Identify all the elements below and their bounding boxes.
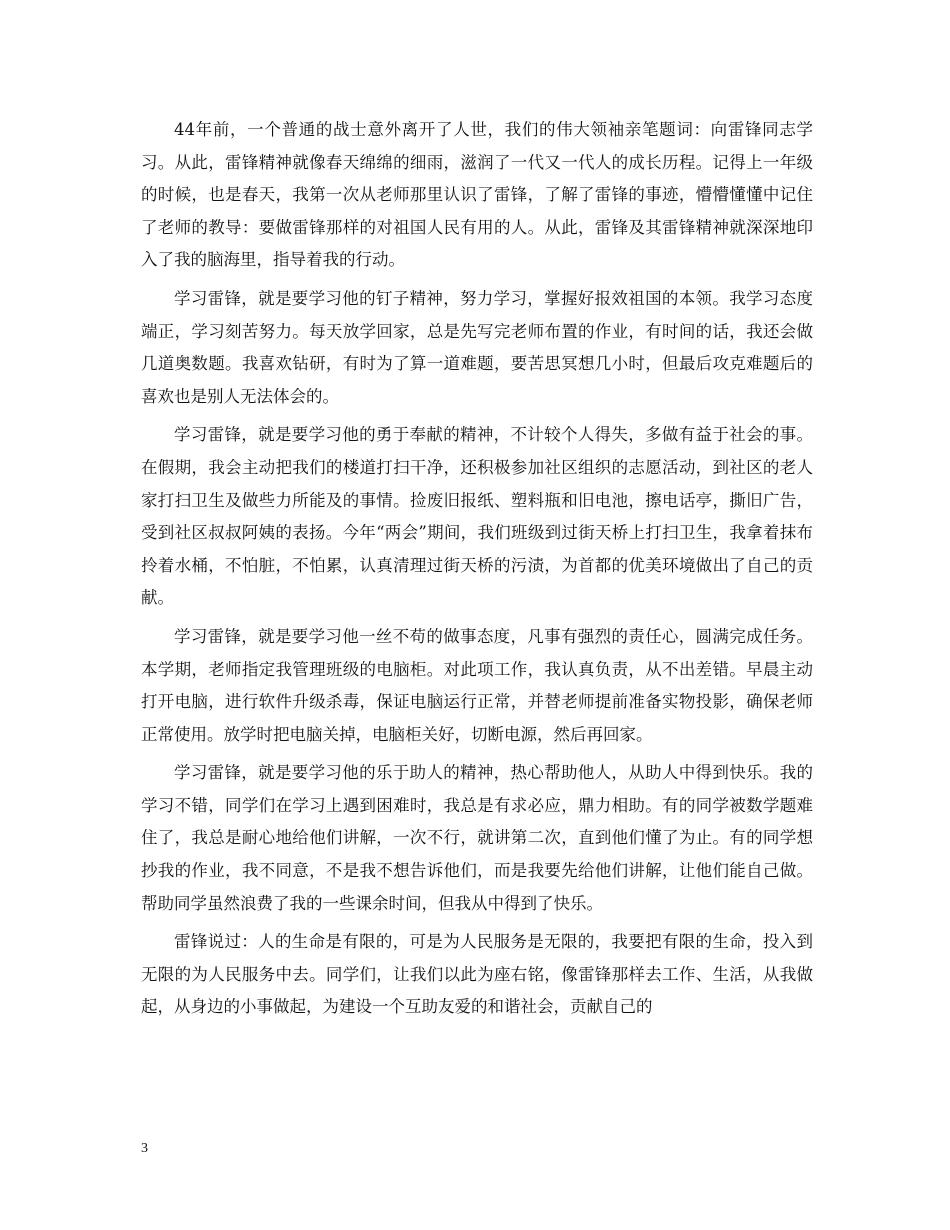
paragraph-1: 44年前，一个普通的战士意外离开了人世，我们的伟大领袖亲笔题词：向雷锋同志学习。从此，雷锋精神就像春天绵绵的细雨，滋润了一代又一代人的成长历程。记得上一年级的时候，也是春天，我第一次从老师那里认识了雷锋，了解了雷锋的事迹，懵懵懂懂中记住了老师的教导：要做雷锋那样的对祖国人民有用的人。从此，雷锋及其雷锋精神就深深地印入了我的脑海里，指导着我的行动。 [141, 120, 813, 270]
paragraph-3: 学习雷锋，就是要学习他的勇于奉献的精神，不计较个人得失，多做有益于社会的事。在假期，我会主动把我们的楼道打扫干净，还积极参加社区组织的志愿活动，到社区的老人家打扫卫生及做些力所能及的事情。捡废旧报纸、塑料瓶和旧电池，擦电话亭，撕旧广告，受到社区叔叔阿姨的表扬。今年“两会”期间，我们班级到过街天桥上打扫卫生，我拿着抹布拎着水桶，不怕脏，不怕累，认真清理过街天桥的污渍，为首都的优美环境做出了自己的贡献。 [141, 425, 813, 608]
paragraph-5: 学习雷锋，就是要学习他的乐于助人的精神，热心帮助他人，从助人中得到快乐。我的学习不错，同学们在学习上遇到困难时，我总是有求必应，鼎力相助。有的同学被数学题难住了，我总是耐心地给他们讲解，一次不行，就讲第二次，直到他们懂了为止。有的同学想抄我的作业，我不同意，不是我不想告诉他们，而是我要先给他们讲解，让他们能自己做。帮助同学虽然浪费了我的一些课余时间，但我从中得到了快乐。 [141, 763, 813, 913]
page-number: 3 [141, 1141, 148, 1156]
paragraph-2: 学习雷锋，就是要学习他的钉子精神，努力学习，掌握好报效祖国的本领。我学习态度端正，学习刻苦努力。每天放学回家，总是先写完老师布置的作业，有时间的话，我还会做几道奥数题。我喜欢钻研，有时为了算一道难题，要苦思冥想几小时，但最后攻克难题后的喜欢也是别人无法体会的。 [141, 288, 813, 406]
paragraph-4: 学习雷锋，就是要学习他一丝不苟的做事态度，凡事有强烈的责任心，圆满完成任务。本学期，老师指定我管理班级的电脑柜。对此项工作，我认真负责，从不出差错。早晨主动打开电脑，进行软件升级杀毒，保证电脑运行正常，并替老师提前准备实物投影，确保老师正常使用。放学时把电脑关掉，电脑柜关好，切断电源，然后再回家。 [141, 626, 813, 744]
document-body [141, 114, 813, 1030]
paragraph-6: 雷锋说过：人的生命是有限的，可是为人民服务是无限的，我要把有限的生命，投入到无限的为人民服务中去。同学们，让我们以此为座右铭，像雷锋那样去工作、生活，从我做起，从身边的小事做起，为建设一个互助友爱的和谐社会，贡献自己的 [141, 932, 813, 1017]
